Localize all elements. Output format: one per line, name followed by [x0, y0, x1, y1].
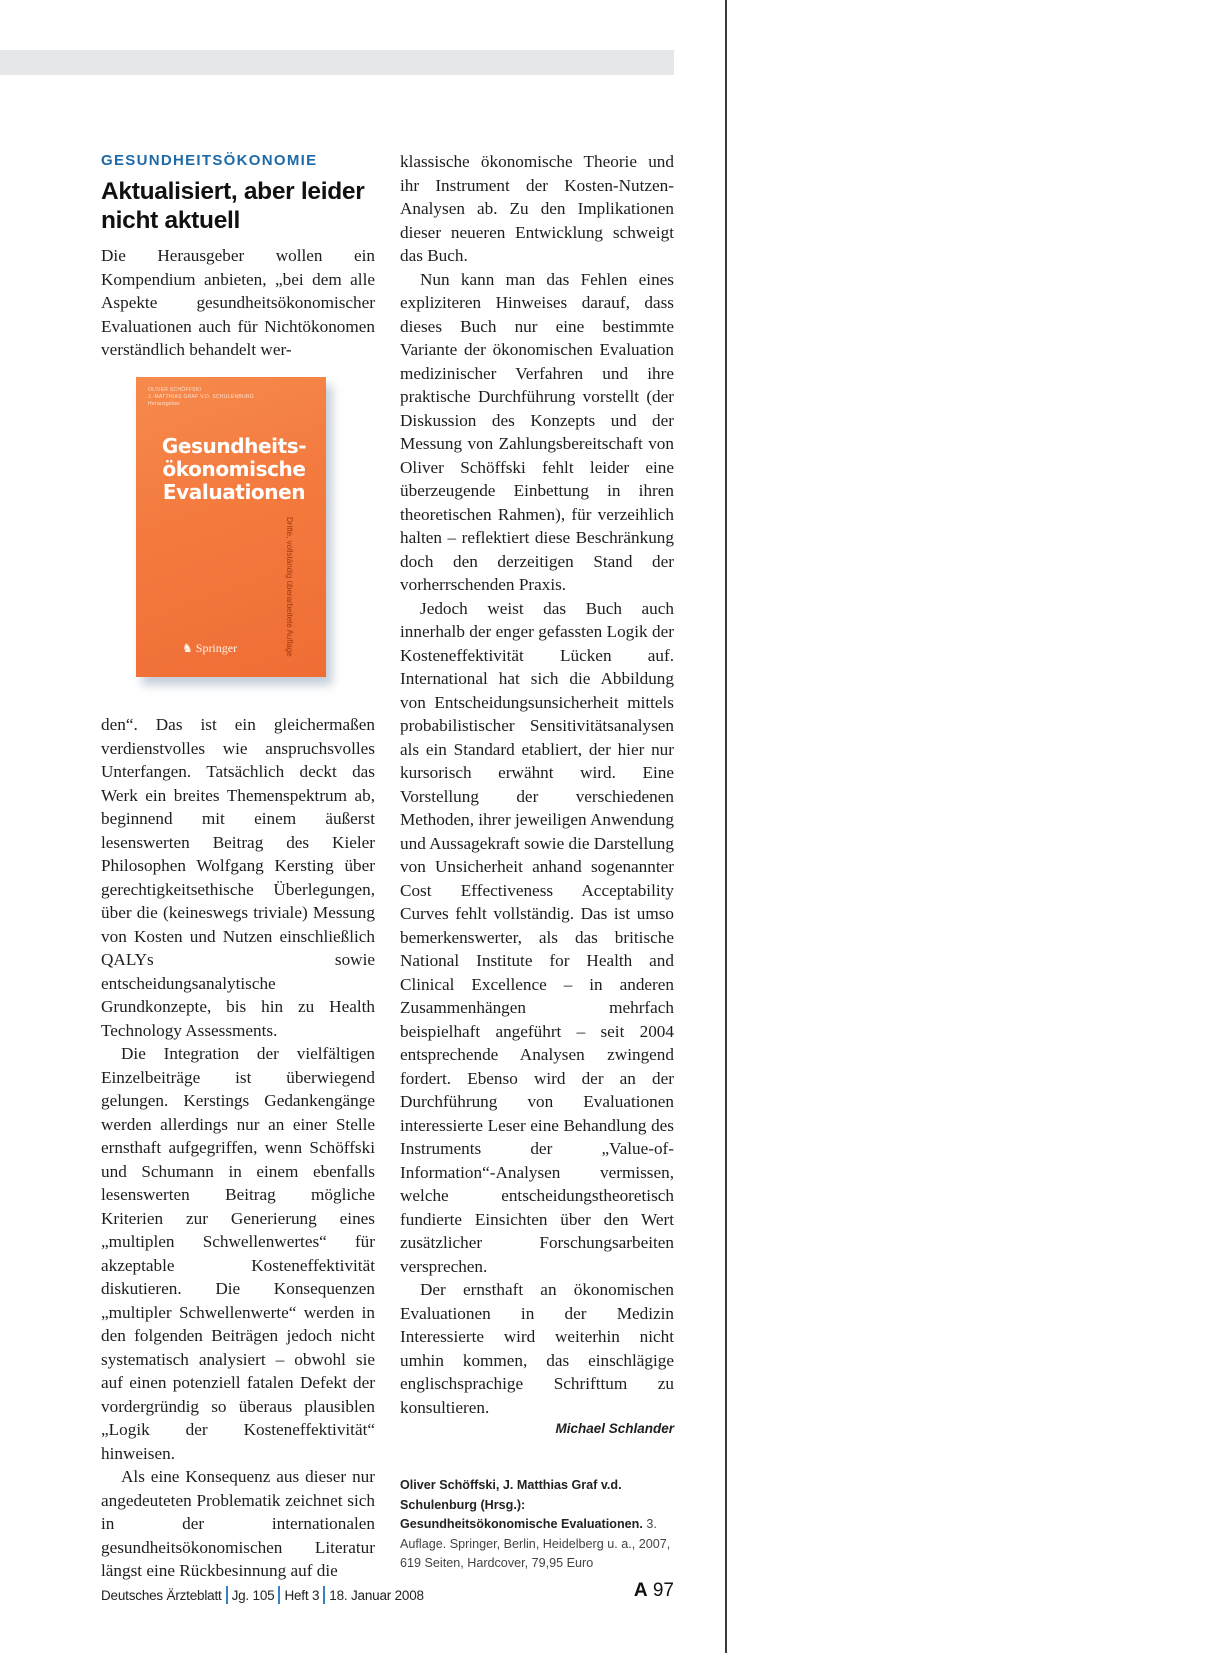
paragraph: Die Herausgeber wollen ein Kompendium anbieten, „bei dem alle Aspekte gesundheitsökonomischer Evaluationen auch für Nichtökonomen verständlich behandelt wer- — [101, 246, 375, 359]
paragraph: Als eine Konsequenz aus dieser nur angedeuteten Problematik zeichnet sich in der internationalen gesundheitsökonomischen Literatur längst eine Rückbesinnung auf die — [101, 1467, 375, 1580]
paragraph: Der ernsthaft an ökonomischen Evaluationen in der Medizin Interessierte wird weiterhin nicht umhin kommen, das einschlägige englischsprachige Schrifttum zu konsultieren. — [400, 1280, 674, 1417]
paragraph: klassische ökonomische Theorie und ihr Instrument der Kosten-Nutzen-Analysen ab. Zu den Implikationen dieser neueren Entwicklung schweigt das Buch. — [400, 152, 674, 265]
cover-title-line: Gesundheits- — [161, 434, 307, 458]
page-number — [620, 1580, 674, 1602]
footer-date: 18. Januar 2008 — [329, 1588, 424, 1603]
cover-publisher-name: Springer — [195, 641, 238, 655]
paragraph: den“. Das ist ein gleichermaßen verdienstvolles wie anspruchsvolles Unterfangen. Tatsächlich deckt das Werk ein breites Themenspektrum ab, beginnend mit einem äußerst lesenswerten Beitrag des Kieler Philosophen Wolfgang Kersting über gerechtigkeitsethische Überlegungen, über die (keineswegs triviale) Messung von Kosten und Nutzen einschließlich QALYs sowie entscheidungsanalytische Grundkonzepte, bis hin zu Health Technology Assessments. — [101, 715, 375, 1040]
footer-divider — [226, 1586, 228, 1604]
header-gray-bar — [0, 50, 674, 75]
cover-title-line: ökonomische — [162, 457, 306, 481]
page-footer — [101, 1586, 424, 1604]
review-author: Michael Schlander — [555, 1421, 674, 1436]
article-headline: Aktualisiert, aber leider nicht aktuell — [101, 178, 365, 234]
cover-author-2: J.-MATTHIAS GRAF V.D. SCHULENBURG — [148, 394, 255, 400]
page-edge-rule — [725, 0, 727, 1653]
footer-journal: Deutsches Ärzteblatt — [101, 1588, 222, 1603]
right-column — [400, 150, 674, 1419]
paragraph: Die Integration der vielfältigen Einzelbeiträge ist überwiegend gelungen. Kerstings Gedankengänge werden allerdings nur an einer Stelle ernsthaft aufgegriffen, wenn Schöffski und Schumann in einem ebenfalls lesenswerten Beitrag mögliche Kriterien zur Generierung eines „multiplen Schwellenwertes“ für akzeptable Kosteneffektivität diskutieren. Die Konsequenzen „multipler Schwellenwerte“ werden in den folgenden Beiträgen jedoch nicht systematisch analysiert – obwohl sie auf einen potenziell fatalen Defekt der vordergründig so überaus plausiblen „Logik der Kosteneffektivität“ hinweisen. — [101, 1044, 375, 1463]
left-column-top — [101, 244, 375, 362]
reference-bold: Oliver Schöffski, J. Matthias Graf v.d. Schulenburg (Hrsg.): Gesundheitsökonomische Evaluationen. — [400, 1478, 643, 1531]
page-prefix: A — [633, 1580, 648, 1601]
left-column-bottom — [101, 713, 375, 1583]
footer-issue: Heft 3 — [284, 1588, 320, 1603]
paragraph: Nun kann man das Fehlen eines expliziteren Hinweises darauf, dass dieses Buch nur eine bestimmte Variante der ökonomischen Evaluation medizinischer Verfahren und ihre praktische Durchführung vorstellt (der Diskussion des Konzepts und der Messung von Zahlungsbereitschaft von Oliver Schöffski fehlt leider eine überzeugende Einbettung in ihren theoretischen Rahmen), für verzeihlich halten – reflektiert diese Beschränkung doch den derzeitigen Stand der vorherrschenden Praxis. — [400, 269, 674, 594]
book-cover-image — [136, 377, 326, 677]
cover-title-line: Evaluationen — [162, 480, 306, 504]
reference-details: 3. Auflage. Springer, Berlin, Heidelberg u. a., 2007, 619 Seiten, Hardcover, 79,95 Euro — [400, 1517, 671, 1570]
cover-authors — [148, 387, 254, 408]
section-kicker: GESUNDHEITSÖKONOMIE — [101, 152, 318, 169]
cover-edition-text: Dritte, vollständig überarbeitete Auflage — [285, 517, 294, 657]
springer-horse-icon: ♞ — [182, 641, 193, 655]
page-number-value: 97 — [652, 1580, 674, 1601]
footer-divider — [278, 1586, 280, 1604]
footer-volume: Jg. 105 — [231, 1588, 275, 1603]
cover-title — [146, 435, 322, 504]
cover-editor-note: Herausgeber — [148, 401, 181, 407]
cover-author-1: OLIVER SCHÖFFSKI — [148, 387, 202, 393]
cover-publisher — [182, 641, 240, 656]
footer-divider — [323, 1586, 325, 1604]
paragraph: Jedoch weist das Buch auch innerhalb der enger gefassten Logik der Kosteneffektivität Lücken auf. International hat sich die Abbildung von Entscheidungsunsicherheit mittels probabilistischer Sensitivitätsanalysen als ein Standard etabliert, der hier nur kursorisch erwähnt wird. Eine Vorstellung der verschiedenen Methoden, ihrer jeweiligen Anwendung und Aussagekraft sowie die Darstellung von Unsicherheit anhand sogenannter Cost Effectiveness Acceptability Curves fehlt vollständig. Das ist umso bemerkenswerter, als das britische National Institute for Health and Clinical Excellence – in anderen Zusammenhängen mehrfach beispielhaft angeführt – seit 2004 entsprechende Analysen zwingend fordert. Ebenso wird der an der Durchführung von Evaluationen interessierte Leser eine Behandlung des Instruments der „Value-of-Information“-Analysen vermissen, welche entscheidungstheoretisch fundierte Einsichten über den Wert zusätzlicher Forschungsarbeiten versprechen. — [400, 598, 674, 1276]
book-reference — [400, 1476, 676, 1574]
